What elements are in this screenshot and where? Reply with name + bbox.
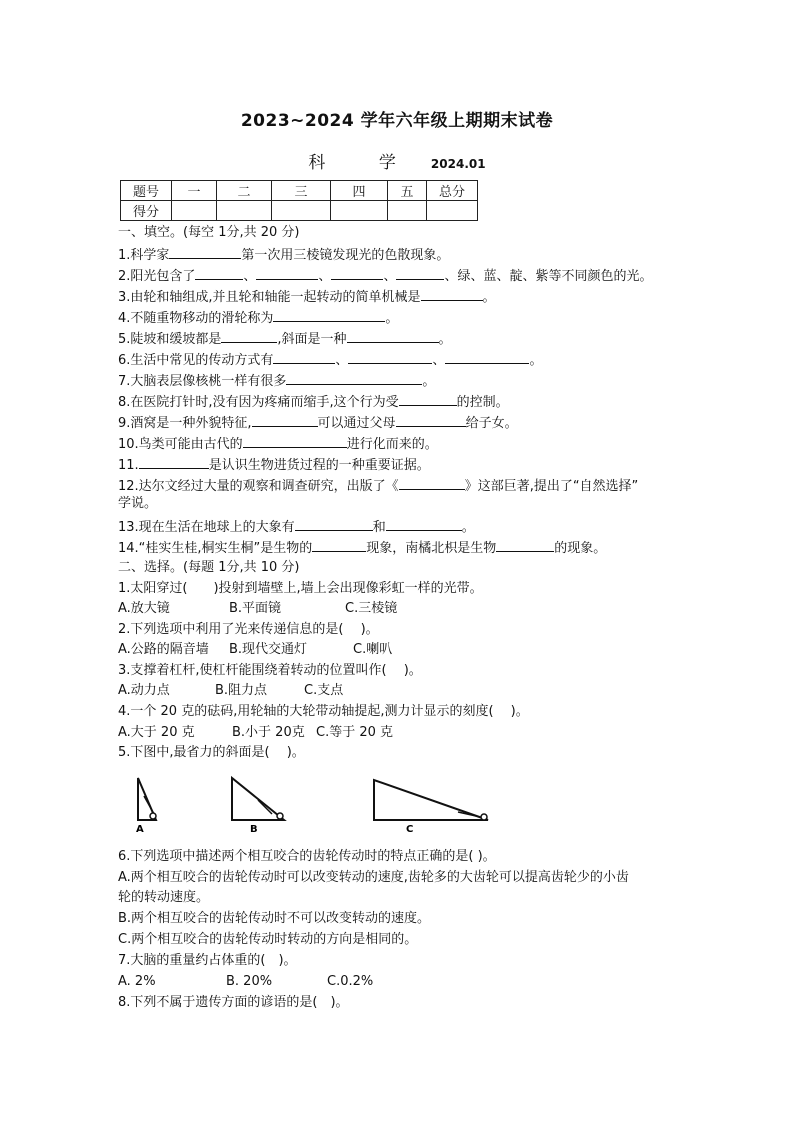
answer-blank[interactable]: [243, 435, 347, 448]
answer-blank[interactable]: [386, 518, 462, 531]
score-input-cell[interactable]: [427, 201, 478, 221]
answer-blank[interactable]: [348, 351, 432, 364]
score-table-score-row: [121, 201, 478, 221]
subject-label: 科 学: [308, 153, 420, 173]
choice-options-7: [118, 974, 373, 990]
score-cell: 二: [217, 181, 272, 201]
question-text: 。: [461, 520, 475, 535]
question-fill-12: [118, 477, 638, 495]
choice-option[interactable]: C.喇叭: [353, 642, 393, 657]
answer-blank[interactable]: [445, 351, 529, 364]
question-text: 14.“桂实生桂,桐实生桐”是生物的: [118, 541, 313, 556]
question-text: 第一次用三棱镜发现光的色散现象。: [241, 248, 450, 263]
exam-title: 2023~2024 学年六年级上期期末试卷: [240, 111, 554, 131]
answer-blank[interactable]: [399, 477, 465, 490]
question-text: 现象，南橘北枳是生物: [366, 541, 497, 556]
score-cell: 五: [388, 181, 427, 201]
question-fill-11: [118, 456, 430, 474]
choice-options-1: [118, 601, 397, 617]
question-text: 3.由轮和轴组成,并且轮和轴能一起转动的简单机械是: [118, 290, 421, 305]
question-fill-7: [118, 372, 435, 390]
exam-subtitle: [0, 148, 794, 173]
choice-option[interactable]: C.等于 20 克: [316, 725, 394, 740]
question-text: 5.陡坡和缓坡都是: [118, 332, 222, 347]
question-text: 。: [422, 374, 436, 389]
section2-heading: 二、选择。(每题 1分,共 10 分): [118, 560, 300, 575]
choice-options-2: [118, 642, 392, 658]
question-fill-14: [118, 539, 606, 557]
figure-label-b: B: [250, 824, 258, 835]
choice-option[interactable]: C.三棱镜: [345, 601, 398, 616]
choice-option[interactable]: B. 20%: [226, 974, 273, 989]
score-cell: 一: [172, 181, 217, 201]
question-fill-3: [118, 288, 496, 306]
answer-blank[interactable]: [396, 414, 466, 427]
choice-question-7: 7.大脑的重量约占体重的( )。: [118, 953, 297, 968]
score-cell: 题号: [121, 181, 172, 201]
question-fill-2: [118, 267, 652, 285]
choice-option[interactable]: C.支点: [304, 683, 344, 698]
question-text: 4.不随重物移动的滑轮称为: [118, 311, 274, 326]
score-input-cell[interactable]: [172, 201, 217, 221]
question-fill-12-cont: 学说。: [118, 496, 158, 511]
question-text: 和: [372, 520, 386, 535]
choice-option[interactable]: B.小于 20克: [232, 725, 305, 740]
score-cell: 三: [272, 181, 331, 201]
choice-option[interactable]: C.0.2%: [327, 974, 374, 989]
question-text: 1.科学家: [118, 248, 170, 263]
question-text: 、: [432, 353, 446, 368]
answer-blank[interactable]: [169, 246, 241, 259]
choice-options-4: [118, 725, 393, 741]
question-text: 的现象。: [554, 541, 607, 556]
question-text: 13.现在生活在地球上的大象有: [118, 520, 295, 535]
question-text: 的控制。: [456, 395, 509, 410]
question-fill-1: [118, 246, 449, 264]
answer-blank[interactable]: [396, 267, 444, 280]
question-fill-9: [118, 414, 518, 432]
answer-blank[interactable]: [421, 288, 483, 301]
choice-option-cont: 轮的转动速度。: [118, 890, 210, 905]
question-text: 。: [385, 311, 399, 326]
question-text: ,斜面是一种: [277, 332, 347, 347]
choice-option[interactable]: A. 2%: [118, 974, 156, 989]
choice-option[interactable]: A.大于 20 克: [118, 725, 195, 740]
choice-option[interactable]: A.公路的隔音墙: [118, 642, 209, 657]
answer-blank[interactable]: [496, 539, 554, 552]
score-cell: 得分: [121, 201, 172, 221]
question-fill-6: [118, 351, 542, 369]
answer-blank[interactable]: [252, 414, 318, 427]
answer-blank[interactable]: [195, 267, 243, 280]
choice-question-6: 6.下列选项中描述两个相互咬合的齿轮传动时的特点正确的是( )。: [118, 849, 496, 864]
question-text: 6.生活中常见的传动方式有: [118, 353, 274, 368]
answer-blank[interactable]: [331, 267, 383, 280]
answer-blank[interactable]: [295, 518, 373, 531]
question-fill-8: [118, 393, 509, 411]
choice-option[interactable]: C.两个相互咬合的齿轮传动时转动的方向是相同的。: [118, 932, 418, 947]
question-text: 12.达尔文经过大量的观察和调查研究，出版了《: [118, 479, 399, 494]
score-cell: 四: [331, 181, 388, 201]
incline-figure: [118, 770, 498, 836]
figure-label-c: C: [406, 824, 414, 835]
score-input-cell[interactable]: [388, 201, 427, 221]
question-text: 7.大脑表层像核桃一样有很多: [118, 374, 287, 389]
choice-question-2: 2.下列选项中利用了光来传递信息的是( )。: [118, 622, 379, 637]
question-text: 给子女。: [465, 416, 518, 431]
answer-blank[interactable]: [312, 539, 366, 552]
score-input-cell[interactable]: [272, 201, 331, 221]
question-text: 是认识生物进货过程的一种重要证据。: [208, 458, 430, 473]
question-fill-13: [118, 518, 475, 536]
question-text: 、: [243, 269, 257, 284]
answer-blank[interactable]: [273, 351, 335, 364]
question-text: 。: [482, 290, 496, 305]
question-text: 11.: [118, 458, 139, 473]
answer-blank[interactable]: [347, 330, 439, 343]
question-text: 2.阳光包含了: [118, 269, 196, 284]
question-text: 10.鸟类可能由古代的: [118, 437, 243, 452]
question-text: 。: [529, 353, 543, 368]
question-text: 》这部巨著,提出了“自然选择”: [464, 479, 639, 494]
answer-blank[interactable]: [286, 372, 422, 385]
choice-question-3: 3.支撑着杠杆,使杠杆能围绕着转动的位置叫作( )。: [118, 663, 422, 678]
choice-option[interactable]: B.两个相互咬合的齿轮传动时不可以改变转动的速度。: [118, 911, 431, 926]
score-table: [120, 180, 478, 221]
choice-question-1: 1.太阳穿过( )投射到墙壁上,墙上会出现像彩虹一样的光带。: [118, 581, 483, 596]
section1-heading: 一、填空。(每空 1分,共 20 分): [118, 225, 300, 240]
score-table-header-row: [121, 181, 478, 201]
exam-date: 2024.01: [430, 157, 486, 171]
question-text: 进行化而来的。: [346, 437, 438, 452]
question-text: 、: [383, 269, 397, 284]
answer-blank[interactable]: [139, 456, 209, 469]
question-fill-10: [118, 435, 438, 453]
score-input-cell[interactable]: [331, 201, 388, 221]
choice-question-5: 5.下图中,最省力的斜面是( )。: [118, 745, 305, 760]
answer-blank[interactable]: [256, 267, 318, 280]
choice-option[interactable]: B.阻力点: [215, 683, 268, 698]
choice-option[interactable]: A.放大镜: [118, 601, 170, 616]
choice-option[interactable]: A.动力点: [118, 683, 170, 698]
choice-options-3: [118, 683, 343, 699]
question-fill-4: [118, 309, 398, 327]
choice-question-8: 8.下列不属于遗传方面的谚语的是( )。: [118, 995, 349, 1010]
question-text: 9.酒窝是一种外貌特征,: [118, 416, 252, 431]
question-fill-5: [118, 330, 452, 348]
choice-question-4: 4.一个 20 克的砝码,用轮轴的大轮带动轴提起,测力计显示的刻度( )。: [118, 704, 529, 719]
question-text: 可以通过父母: [317, 416, 396, 431]
choice-option[interactable]: A.两个相互咬合的齿轮传动时可以改变转动的速度,齿轮多的大齿轮可以提高齿轮少的小齿: [118, 870, 629, 885]
question-text: 。: [438, 332, 452, 347]
answer-blank[interactable]: [273, 309, 385, 322]
answer-blank[interactable]: [221, 330, 277, 343]
answer-blank[interactable]: [399, 393, 457, 406]
choice-option[interactable]: B.现代交通灯: [229, 642, 308, 657]
score-input-cell[interactable]: [217, 201, 272, 221]
score-cell: 总分: [427, 181, 478, 201]
question-text: 、: [318, 269, 332, 284]
figure-label-a: A: [136, 824, 144, 835]
question-text: 、绿、蓝、靛、紫等不同颜色的光。: [444, 269, 653, 284]
choice-option[interactable]: B.平面镜: [229, 601, 282, 616]
question-text: 8.在医院打针时,没有因为疼痛而缩手,这个行为受: [118, 395, 399, 410]
question-text: 、: [335, 353, 349, 368]
